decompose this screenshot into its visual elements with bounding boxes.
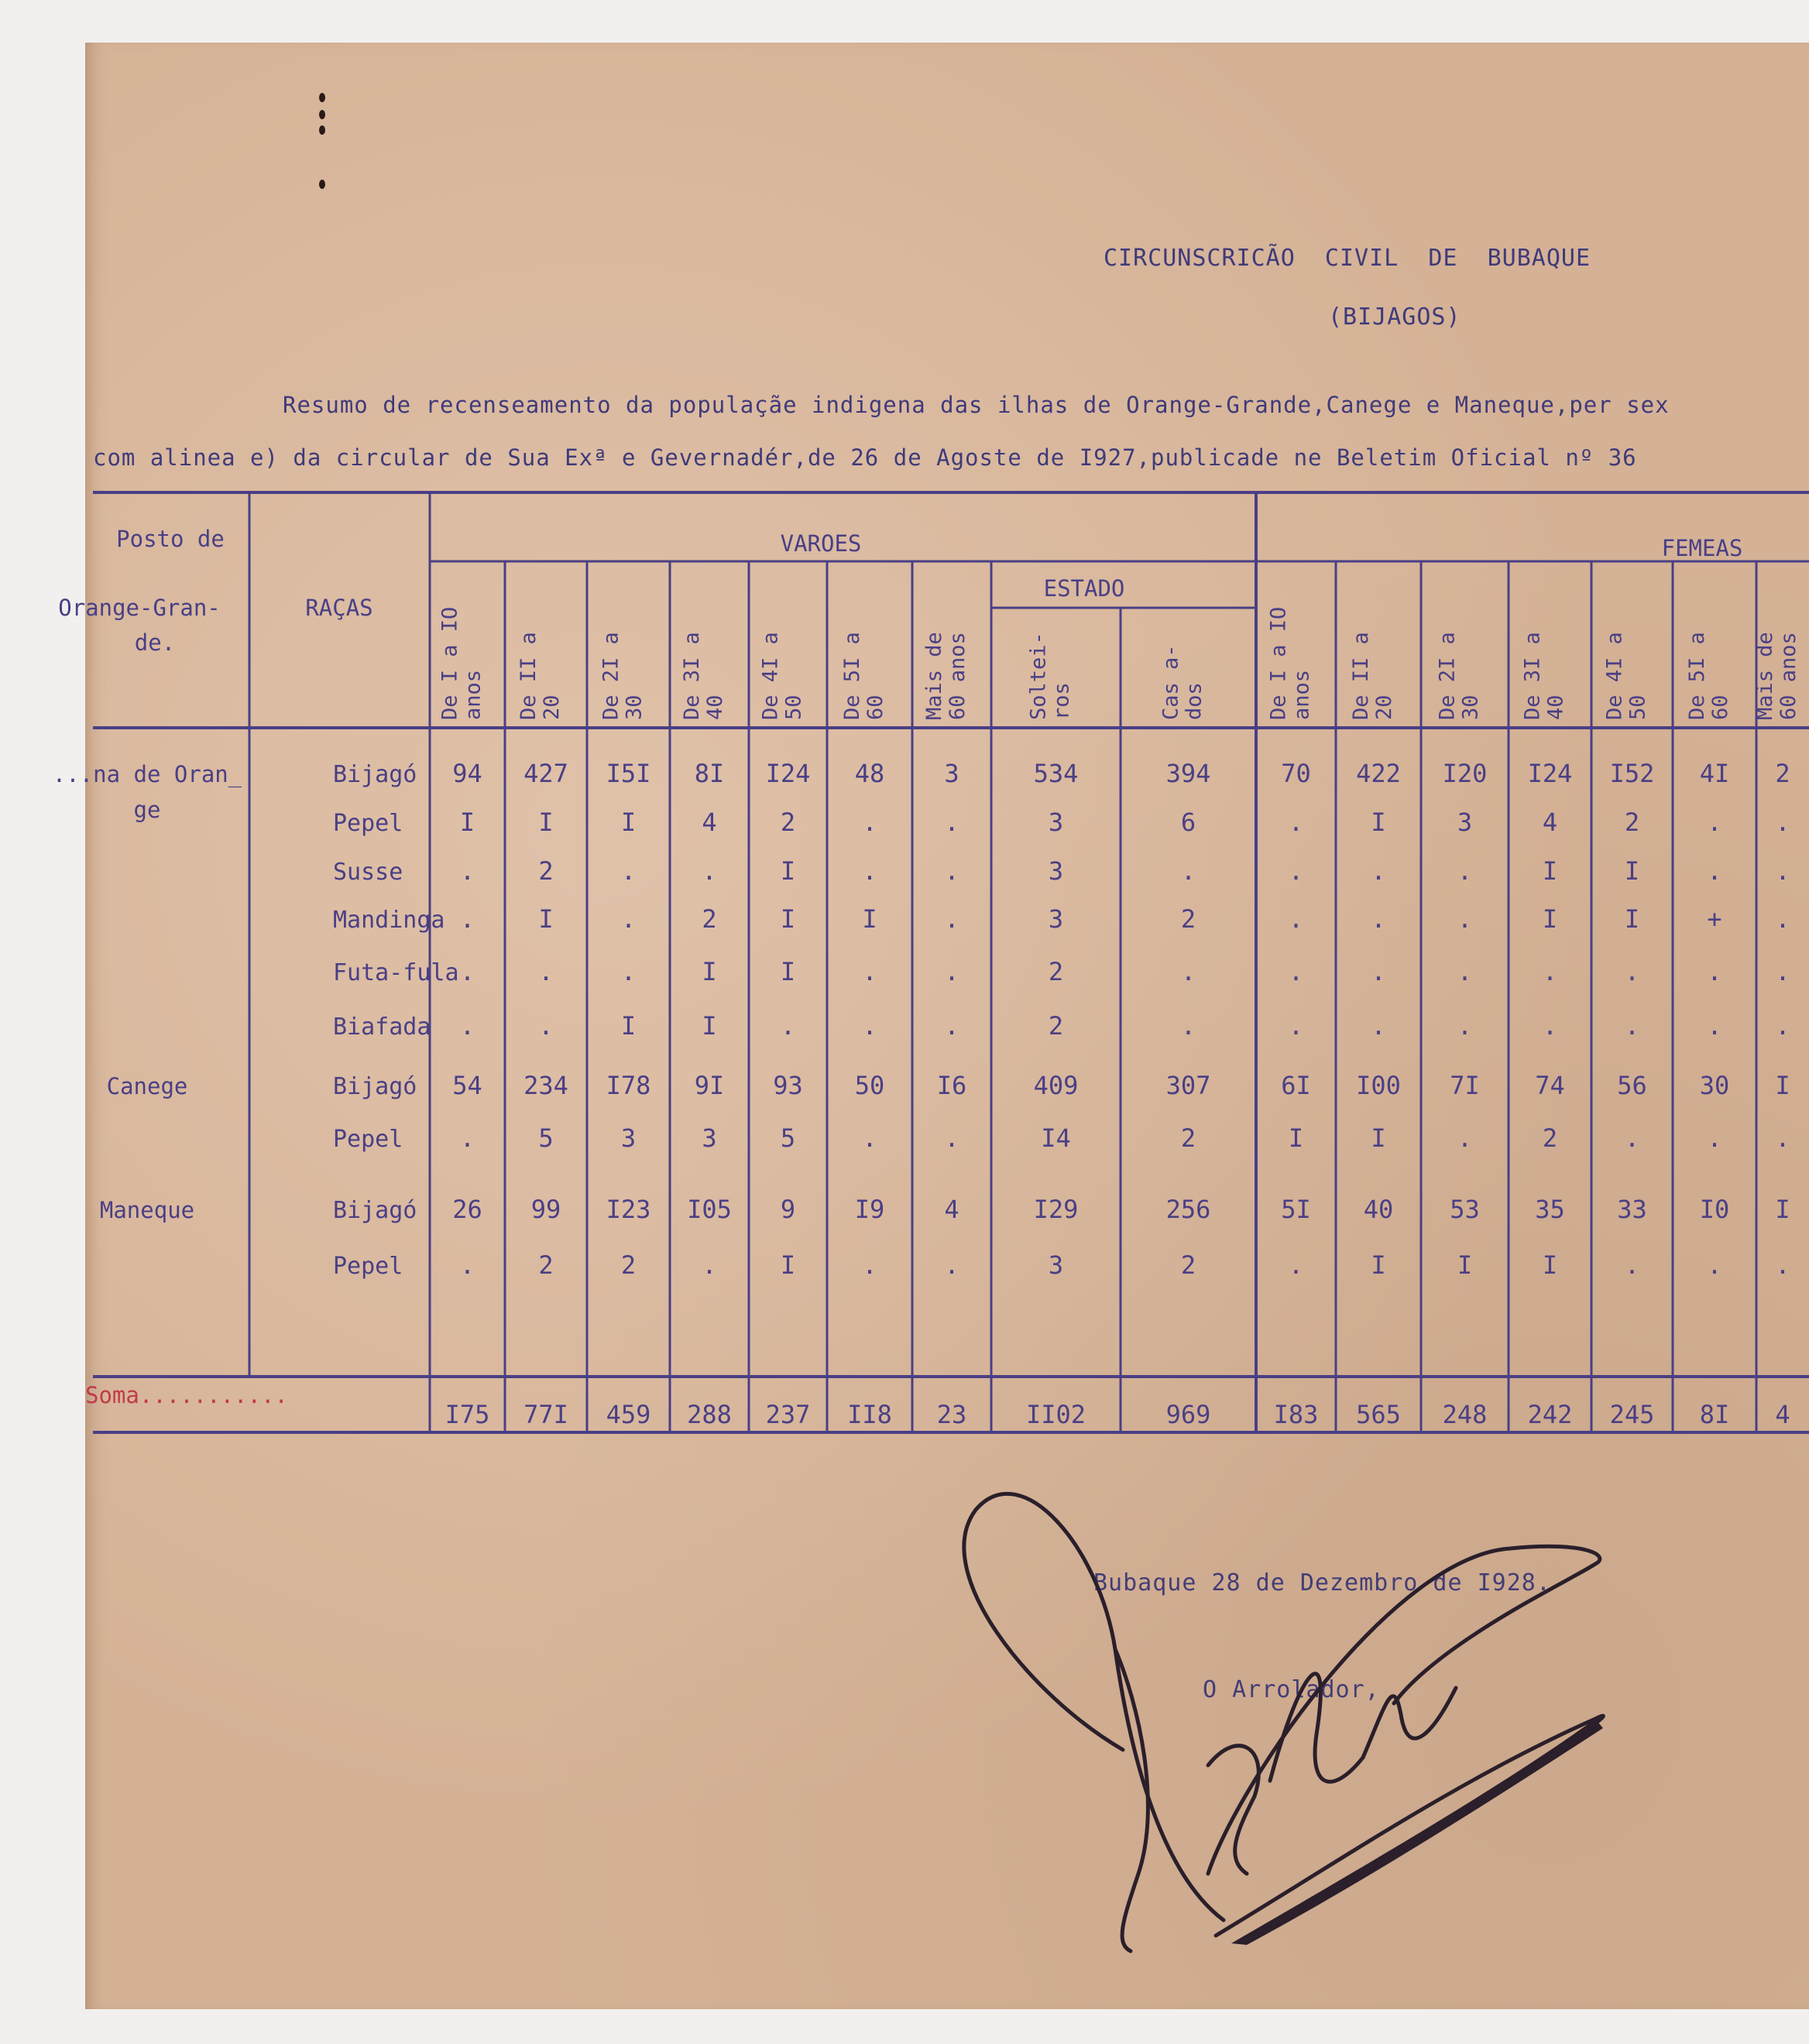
table-cell: 4 <box>944 1195 959 1224</box>
posto-header: Posto de <box>116 526 225 552</box>
soma-cell: 77I <box>523 1400 568 1429</box>
table-cell: I9 <box>854 1195 885 1224</box>
table-cell: 2 <box>1180 1250 1196 1280</box>
date-line: Bubaque 28 de Dezembro de I928. <box>1093 1569 1551 1596</box>
soma-cell: 242 <box>1527 1400 1573 1429</box>
table-cell: . <box>862 1123 877 1153</box>
table-cell: I <box>1288 1123 1304 1153</box>
table-cell: I <box>780 957 796 986</box>
table-cell: . <box>1707 957 1722 986</box>
table-cell: 4 <box>702 808 717 837</box>
table-cell: . <box>1288 856 1304 886</box>
soma-cell: 237 <box>765 1400 811 1429</box>
table-cell: . <box>459 1250 475 1280</box>
table-cell: I <box>1542 856 1558 886</box>
table-cell: . <box>1775 1011 1790 1041</box>
table-cell: I <box>1542 904 1558 934</box>
varoes-age-header: 60 anos <box>946 632 970 720</box>
race-name: Pepel <box>333 1253 403 1280</box>
table-cell: 5 <box>538 1123 554 1153</box>
soma-cell: 565 <box>1356 1400 1401 1429</box>
table-cell: . <box>1371 904 1386 934</box>
femeas-age-header: anos <box>1289 669 1314 720</box>
table-cell: 234 <box>523 1071 568 1100</box>
soma-cell: 245 <box>1609 1400 1655 1429</box>
table-cell: . <box>1371 856 1386 886</box>
table-cell: + <box>1707 904 1722 934</box>
femeas-header: FEMEAS <box>1661 535 1743 561</box>
table-cell: . <box>944 1250 959 1280</box>
table-cell: I6 <box>936 1071 967 1100</box>
table-cell: 4I <box>1699 759 1730 788</box>
posto-header: de. <box>134 629 176 656</box>
femeas-age-header: 60 anos <box>1776 632 1800 720</box>
table-cell: I <box>538 904 554 934</box>
race-name: Mandinga <box>333 907 445 934</box>
racas-header: RAÇAS <box>305 595 373 621</box>
table-cell: . <box>1624 1123 1640 1153</box>
race-name: Futa-fula <box>333 959 459 986</box>
table-cell: 2 <box>1624 808 1640 837</box>
varoes-age-header: De I a IO <box>438 606 462 720</box>
table-cell: 5 <box>780 1123 796 1153</box>
table-cell: I00 <box>1356 1071 1401 1100</box>
table-cell: . <box>1457 1123 1473 1153</box>
table-cell: . <box>1775 808 1790 837</box>
table-cell: I29 <box>1033 1195 1079 1224</box>
femeas-age-header: Mais de <box>1753 632 1777 720</box>
table-cell: I <box>702 957 717 986</box>
varoes-age-header: 30 <box>622 694 647 720</box>
table-cell: . <box>620 904 637 934</box>
table-cell: I <box>1371 1250 1386 1280</box>
varoes-age-header: 60 <box>863 694 887 720</box>
table-cell: . <box>944 1123 959 1153</box>
table-cell: I5I <box>606 759 651 788</box>
intro-line-1: Resumo de recenseamento da populaçãe indigena das ilhas de Orange-Grande,Canege e Maneque,per sex <box>283 392 1670 418</box>
table-cell: I <box>780 1250 796 1280</box>
table-cell: . <box>944 1011 959 1041</box>
table-cell: . <box>1707 1123 1722 1153</box>
table-cell: . <box>1288 1011 1304 1041</box>
table-cell: I <box>1775 1195 1790 1224</box>
table-cell: I <box>1542 1250 1558 1280</box>
table-cell: 99 <box>530 1195 561 1224</box>
table-cell: 40 <box>1363 1195 1394 1224</box>
solteiros-header: Soltei- <box>1026 632 1051 720</box>
solteiros-header: ros <box>1049 682 1074 720</box>
place-name: Canege <box>106 1073 188 1099</box>
table-cell: . <box>780 1011 796 1041</box>
table-cell: 4 <box>1542 808 1558 837</box>
varoes-age-header: Mais de <box>922 632 946 720</box>
table-cell: . <box>1180 1011 1196 1041</box>
soma-cell: 8I <box>1699 1400 1730 1429</box>
table-cell: 26 <box>452 1195 482 1224</box>
table-cell: . <box>862 808 877 837</box>
estado-header: ESTADO <box>1043 575 1125 602</box>
table-cell: 6 <box>1180 808 1196 837</box>
table-cell: . <box>1775 1250 1790 1280</box>
table-cell: I <box>1457 1250 1473 1280</box>
varoes-age-header: De 3I a <box>680 632 704 720</box>
table-cell: 7I <box>1450 1071 1480 1100</box>
table-cell: I <box>862 904 877 934</box>
table-cell: I <box>780 904 796 934</box>
table-cell: 3 <box>1048 808 1064 837</box>
table-cell: 35 <box>1535 1195 1565 1224</box>
document-title: CIRCUNSCRICÃO CIVIL DE BUBAQUE <box>1104 245 1591 272</box>
table-cell: . <box>944 957 959 986</box>
femeas-age-header: 40 <box>1543 694 1568 720</box>
table-cell: 93 <box>773 1071 803 1100</box>
table-cell: I4 <box>1041 1123 1071 1153</box>
table-cell: 5I <box>1281 1195 1311 1224</box>
table-cell: I <box>702 1011 717 1041</box>
race-name: Pepel <box>333 810 403 837</box>
table-cell: 48 <box>854 759 885 788</box>
table-cell: . <box>459 957 475 986</box>
table-cell: . <box>1624 957 1640 986</box>
table-cell: 3 <box>1048 1250 1064 1280</box>
table-cell: I <box>538 808 554 837</box>
table-cell: I <box>780 856 796 886</box>
table-cell: . <box>1457 1011 1473 1041</box>
table-cell: . <box>944 904 959 934</box>
table-cell: I <box>620 808 637 837</box>
femeas-age-header: De I a IO <box>1266 606 1291 720</box>
table-cell: . <box>620 856 637 886</box>
table-cell: . <box>1288 1250 1304 1280</box>
table-cell: . <box>1542 1011 1558 1041</box>
table-cell: 2 <box>1048 1011 1064 1041</box>
table-cell: I05 <box>687 1195 732 1224</box>
table-cell: 2 <box>620 1250 637 1280</box>
femeas-age-header: 50 <box>1625 694 1650 720</box>
table-cell: . <box>1288 957 1304 986</box>
table-cell: I23 <box>606 1195 651 1224</box>
soma-cell: I83 <box>1273 1400 1319 1429</box>
race-name: Pepel <box>333 1126 403 1153</box>
soma-cell: 248 <box>1442 1400 1488 1429</box>
table-cell: 54 <box>452 1071 482 1100</box>
table-cell: 50 <box>854 1071 885 1100</box>
table-cell: 74 <box>1535 1071 1565 1100</box>
table-cell: I <box>1371 1123 1386 1153</box>
femeas-age-header: De II a <box>1349 632 1373 720</box>
table-cell: 256 <box>1165 1195 1211 1224</box>
table-cell: I0 <box>1699 1195 1730 1224</box>
table-cell: . <box>702 1250 717 1280</box>
table-cell: 409 <box>1033 1071 1079 1100</box>
table-cell: . <box>862 856 877 886</box>
race-name: Bijagó <box>333 1197 417 1224</box>
table-cell: . <box>459 856 475 886</box>
table-cell: . <box>862 1011 877 1041</box>
table-cell: . <box>702 856 717 886</box>
soma-cell: I75 <box>445 1400 490 1429</box>
table-cell: . <box>862 1250 877 1280</box>
table-cell: 33 <box>1617 1195 1647 1224</box>
race-name: Bijagó <box>333 1073 417 1100</box>
soma-cell: 969 <box>1165 1400 1211 1429</box>
soma-cell: II8 <box>847 1400 892 1429</box>
table-cell: 2 <box>538 856 554 886</box>
soma-cell: 459 <box>606 1400 651 1429</box>
table-cell: I <box>1624 856 1640 886</box>
table-cell: . <box>1707 1250 1722 1280</box>
varoes-age-header: 20 <box>540 694 564 720</box>
race-name: Bijagó <box>333 761 417 788</box>
table-cell: 9 <box>780 1195 796 1224</box>
posto-header: Orange-Gran- <box>58 595 221 621</box>
table-cell: I <box>620 1011 637 1041</box>
table-cell: . <box>1288 808 1304 837</box>
table-cell: I20 <box>1442 759 1488 788</box>
table-cell: . <box>459 1123 475 1153</box>
table-cell: . <box>538 957 554 986</box>
table-cell: . <box>459 1011 475 1041</box>
soma-cell: 23 <box>936 1400 967 1429</box>
table-cell: I78 <box>606 1071 651 1100</box>
place-name: Maneque <box>99 1197 195 1223</box>
table-cell: 2 <box>702 904 717 934</box>
table-cell: 3 <box>702 1123 717 1153</box>
table-cell: . <box>862 957 877 986</box>
table-cell: 70 <box>1281 759 1311 788</box>
varoes-age-header: De 5I a <box>840 632 864 720</box>
table-cell: 394 <box>1165 759 1211 788</box>
table-cell: . <box>459 904 475 934</box>
femeas-age-header: De 2I a <box>1435 632 1460 720</box>
femeas-age-header: 20 <box>1372 694 1396 720</box>
table-cell: . <box>1775 904 1790 934</box>
table-cell: . <box>1457 957 1473 986</box>
table-cell: 2 <box>1180 904 1196 934</box>
table-cell: I24 <box>1527 759 1573 788</box>
table-cell: 2 <box>780 808 796 837</box>
table-cell: . <box>1707 808 1722 837</box>
table-cell: . <box>1542 957 1558 986</box>
soma-cell: II02 <box>1025 1400 1086 1429</box>
table-cell: 2 <box>1180 1123 1196 1153</box>
table-cell: 3 <box>1048 856 1064 886</box>
intro-line-2: com alinea e) da circular de Sua Exª e Gevernadér,de 26 de Agoste de I927,publicade ne Beletim Oficial nº 36 <box>93 444 1637 471</box>
table-cell: 307 <box>1165 1071 1211 1100</box>
race-name: Biafada <box>333 1013 431 1041</box>
table-cell: I <box>1775 1071 1790 1100</box>
table-cell: I24 <box>765 759 811 788</box>
table-cell: . <box>1457 904 1473 934</box>
table-cell: 56 <box>1617 1071 1647 1100</box>
table-cell: 3 <box>620 1123 637 1153</box>
table-cell: . <box>1707 1011 1722 1041</box>
table-cell: 427 <box>523 759 568 788</box>
table-cell: 8I <box>694 759 725 788</box>
table-cell: 534 <box>1033 759 1079 788</box>
varoes-header: VAROES <box>780 530 862 557</box>
table-cell: . <box>1180 856 1196 886</box>
femeas-age-header: 30 <box>1458 694 1483 720</box>
race-name: Susse <box>333 859 403 886</box>
table-cell: I <box>1371 808 1386 837</box>
femeas-age-header: 60 <box>1708 694 1732 720</box>
table-cell: 30 <box>1699 1071 1730 1100</box>
table-cell: 2 <box>1048 957 1064 986</box>
table-cell: . <box>1624 1011 1640 1041</box>
varoes-age-header: anos <box>461 669 486 720</box>
soma-label: Soma........... <box>85 1382 288 1408</box>
document-subtitle: (BIJAGOS) <box>1328 304 1461 331</box>
table-cell: I52 <box>1609 759 1655 788</box>
table-cell: . <box>538 1011 554 1041</box>
soma-cell: 4 <box>1775 1400 1790 1429</box>
table-cell: 94 <box>452 759 482 788</box>
table-cell: 2 <box>1542 1123 1558 1153</box>
table-cell: . <box>1775 957 1790 986</box>
femeas-age-header: De 5I a <box>1685 632 1709 720</box>
table-cell: 53 <box>1450 1195 1480 1224</box>
table-cell: 422 <box>1356 759 1401 788</box>
varoes-age-header: De II a <box>517 632 541 720</box>
table-cell: . <box>944 856 959 886</box>
table-cell: I <box>459 808 475 837</box>
casados-header: Cas a- <box>1159 644 1183 720</box>
table-cell: . <box>620 957 637 986</box>
table-cell: I <box>1624 904 1640 934</box>
femeas-age-header: De 3I a <box>1520 632 1545 720</box>
varoes-age-header: 40 <box>703 694 727 720</box>
place-name: ge <box>133 797 161 823</box>
table-cell: . <box>1707 856 1722 886</box>
varoes-age-header: De 4I a <box>758 632 783 720</box>
casados-header: dos <box>1182 682 1207 720</box>
table-cell: 3 <box>944 759 959 788</box>
table-cell: . <box>1371 957 1386 986</box>
table-cell: 2 <box>538 1250 554 1280</box>
table-cell: . <box>1457 856 1473 886</box>
table-cell: 3 <box>1048 904 1064 934</box>
table-cell: . <box>1775 856 1790 886</box>
arrolador-label: O Arrolador, <box>1203 1676 1380 1703</box>
varoes-age-header: De 2I a <box>599 632 623 720</box>
table-cell: 3 <box>1457 808 1473 837</box>
table-cell: . <box>1288 904 1304 934</box>
table-cell: . <box>1371 1011 1386 1041</box>
table-cell: 9I <box>694 1071 725 1100</box>
soma-cell: 288 <box>687 1400 732 1429</box>
table-cell: . <box>1624 1250 1640 1280</box>
table-cell: 2 <box>1775 759 1790 788</box>
femeas-age-header: De 4I a <box>1602 632 1627 720</box>
varoes-age-header: 50 <box>781 694 806 720</box>
table-cell: . <box>1180 957 1196 986</box>
table-cell: . <box>1775 1123 1790 1153</box>
table-cell: 6I <box>1281 1071 1311 1100</box>
table-cell: . <box>944 808 959 837</box>
place-name: ...na de Oran_ <box>52 761 242 787</box>
